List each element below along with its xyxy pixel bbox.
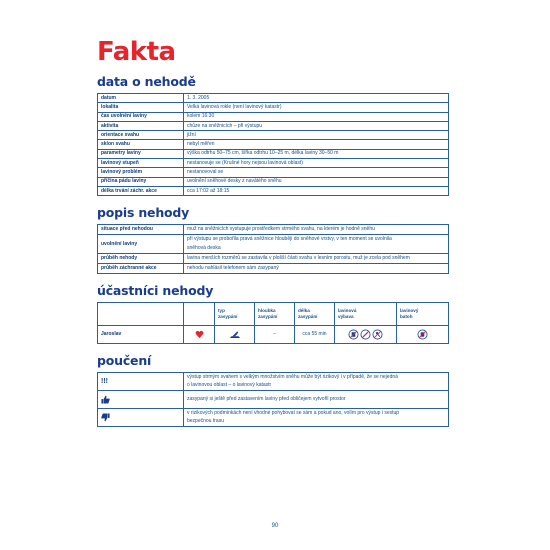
section-heading-pouceni: poučení: [97, 353, 152, 369]
lessons-table: [97, 372, 449, 427]
col-header-vybava: [335, 303, 397, 326]
table-row: [98, 121, 449, 130]
burial-duration: cca 55 min: [295, 326, 335, 344]
lesson-icon-cell: [98, 373, 184, 391]
popis-table: [97, 224, 449, 274]
lesson-line: bezpečnou trasu: [187, 417, 224, 424]
header-line: lavinová: [338, 307, 357, 313]
thumbs-up-icon: [101, 395, 110, 404]
avalanche-backpack-cell: [397, 326, 449, 344]
buried-person-icon: [229, 331, 241, 339]
row-label: čas uvolnění laviny: [98, 112, 184, 121]
table-row: [98, 186, 449, 195]
lesson-line: o lavinovou oblast – o lavinový katastr: [187, 381, 272, 388]
row-value: [184, 264, 449, 274]
lesson-line: zasypaný si ještě před zastavením laviny před obličejem vytvořil prostor: [187, 396, 346, 403]
burial-type-cell: [215, 326, 255, 344]
section-heading-ucastnici: účastníci nehody: [97, 283, 214, 299]
page-number: 90: [271, 523, 279, 529]
row-value: 1. 3. 2005: [184, 94, 449, 103]
empty-header: [184, 303, 215, 326]
row-label: aktivita: [98, 121, 184, 130]
row-label: příčina pádu laviny: [98, 177, 184, 186]
table-row: [98, 264, 449, 274]
lesson-line: výstup strmým svahem s velkým množstvím sněhu může být rizikový i v případě, že se nejedná: [187, 374, 398, 381]
row-label: průběh nehody: [98, 254, 184, 264]
row-value: kolem 16:30: [184, 112, 449, 121]
no-backpack-icon: [417, 329, 428, 340]
row-label: délka trvání záchr. akce: [98, 186, 184, 195]
table-row: [98, 373, 449, 391]
page-content: [97, 38, 449, 427]
table-row: [98, 112, 449, 121]
col-header-typ: [215, 303, 255, 326]
row-value: [184, 235, 449, 254]
header-line: lavinový: [400, 307, 419, 313]
row-label: situace před nehodou: [98, 225, 184, 235]
row-line: sněhová deska: [187, 245, 221, 252]
table-row: [98, 326, 449, 344]
row-value: [184, 254, 449, 264]
row-value: uvolnění sněhové desky z navátého sněhu: [184, 177, 449, 186]
section-heading-popis: popis nehody: [97, 205, 190, 221]
table-row: [98, 391, 449, 409]
thumbs-down-icon: [101, 413, 110, 422]
heart-icon: [195, 330, 204, 339]
row-line: lavina menších rozměrů se zastavila v plošší části svahu v lesním porostu, muž je zcela pod sněhem: [187, 255, 410, 262]
lesson-line: v rizikových podmínkách není vhodné pohybovat se sám a pokud ano, volím pro výstup i sestup: [187, 410, 400, 417]
exclamation-icon: !!!: [101, 377, 108, 385]
row-value: cca 17:02 až 18:15: [184, 186, 449, 195]
col-header-delka: [295, 303, 335, 326]
row-label: lavinový problém: [98, 168, 184, 177]
empty-header: [98, 303, 184, 326]
header-line: hloubka: [258, 307, 276, 313]
table-header-row: [98, 303, 449, 326]
table-row: [98, 254, 449, 264]
table-row: [98, 235, 449, 254]
row-value: nestanovuje se (Krušné hory nejsou lavinová oblast): [184, 159, 449, 168]
header-line: délka: [298, 307, 310, 313]
table-row: [98, 159, 449, 168]
col-header-batoh: [397, 303, 449, 326]
row-value: chůze na sněžnicích – při výstupu: [184, 121, 449, 130]
participants-table: [97, 302, 449, 344]
burial-depth: –: [255, 326, 295, 344]
col-header-hloubka: [255, 303, 295, 326]
row-line: muž na sněžnicích vystupuje prostředkem strmého svahu, na kterém je hodně sněhu: [187, 226, 375, 233]
row-value: jižní: [184, 131, 449, 140]
row-value: výška odtrhu 50–75 cm, šířka odtrhu 10–25 m, délka laviny 30–50 m: [184, 149, 449, 158]
row-value: Velká lavinová rokle (není lavinový katastr): [184, 103, 449, 112]
row-label: datum: [98, 94, 184, 103]
header-line: zasypání: [218, 314, 238, 320]
lesson-text: [184, 391, 449, 409]
table-row: [98, 225, 449, 235]
table-row: [98, 177, 449, 186]
row-label: uvolnění laviny: [98, 235, 184, 254]
lesson-text: [184, 373, 449, 391]
table-row: [98, 409, 449, 427]
table-row: [98, 131, 449, 140]
row-label: orientace svahu: [98, 131, 184, 140]
table-row: [98, 149, 449, 158]
header-line: batoh: [400, 314, 413, 320]
row-value: nebyl měřen: [184, 140, 449, 149]
table-row: [98, 94, 449, 103]
header-line: zasypání: [298, 314, 318, 320]
header-line: výbava: [338, 314, 354, 320]
table-row: [98, 103, 449, 112]
row-value: nestanovoval se: [184, 168, 449, 177]
row-line: při výstupu se probořila pravá sněžnice hlouběji do sněhové vrstvy, v ten moment se uvolnila: [187, 236, 392, 243]
row-label: lokalita: [98, 103, 184, 112]
row-label: lavinový stupeň: [98, 159, 184, 168]
lesson-text: [184, 409, 449, 427]
heart-cell: [184, 326, 215, 344]
page-title: Fakta: [97, 37, 176, 67]
lesson-icon-cell: [98, 391, 184, 409]
row-label: parametry laviny: [98, 149, 184, 158]
header-line: typ: [218, 307, 225, 313]
table-row: [98, 168, 449, 177]
table-row: [98, 140, 449, 149]
lesson-icon-cell: [98, 409, 184, 427]
row-label: průběh záchranné akce: [98, 264, 184, 274]
section-heading-data: data o nehodě: [97, 74, 196, 89]
no-transceiver-icon: [348, 329, 359, 340]
row-value: [184, 225, 449, 235]
no-probe-icon: [360, 329, 371, 340]
no-shovel-icon: [372, 329, 383, 340]
participant-name: Jaroslav: [98, 326, 184, 344]
row-label: sklon svahu: [98, 140, 184, 149]
avalanche-gear-cell: [335, 326, 397, 344]
row-line: nehodu nahlásil telefonem sám zasypaný: [187, 265, 279, 272]
data-table: [97, 93, 449, 196]
header-line: zasypání: [258, 314, 278, 320]
